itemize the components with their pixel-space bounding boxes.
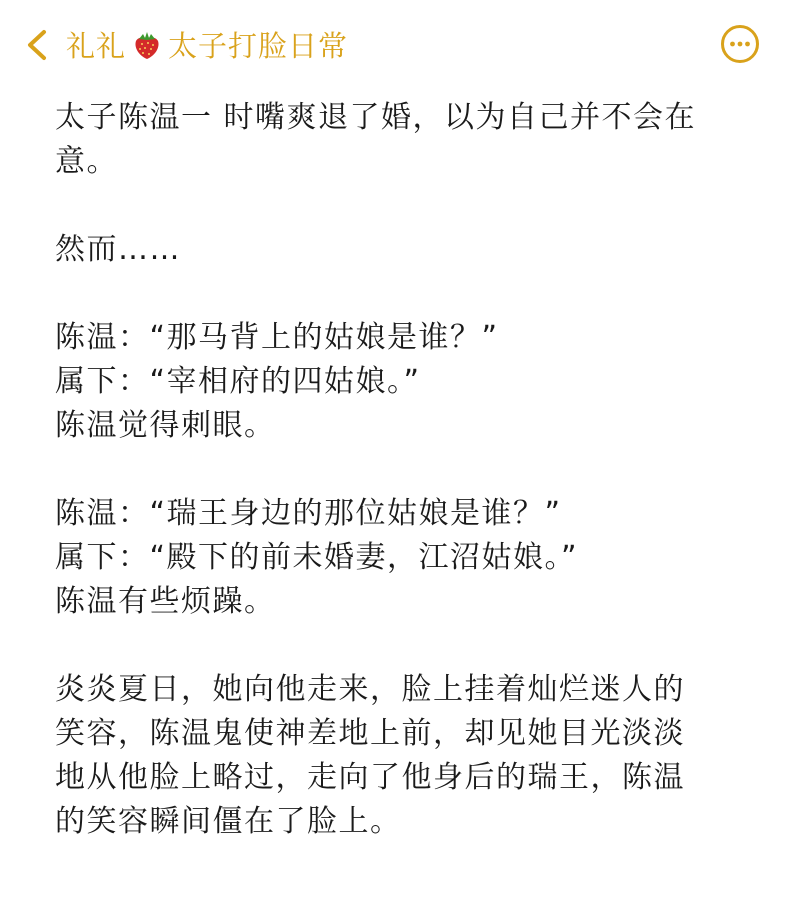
more-button[interactable]: [720, 24, 760, 64]
back-button[interactable]: [22, 28, 52, 62]
top-bar: [0, 0, 800, 90]
more-horizontal-icon: [720, 24, 760, 64]
text-line: 陈温觉得刺眼。: [55, 408, 276, 443]
paragraph: [55, 668, 745, 844]
text-line: 属下：“宰相府的四姑娘。”: [55, 364, 421, 399]
text-line: 陈温：“瑞王身边的那位姑娘是谁？”: [55, 496, 562, 531]
strawberry-icon: [130, 28, 164, 62]
text-line: 炎炎夏日，她向他走来，脸上挂着灿烂迷人的: [55, 672, 685, 707]
text-line: 然而……: [55, 232, 181, 267]
text-line: 太子陈温一 时嘴爽退了婚，以为自己并不会在: [55, 100, 697, 135]
title-author: 礼礼: [66, 29, 127, 63]
text-line: 陈温：“那马背上的姑娘是谁？”: [55, 320, 499, 355]
paragraph: [55, 96, 745, 184]
text-line: 意。: [55, 144, 118, 179]
text-line: 陈温有些烦躁。: [55, 584, 276, 619]
text-line: 地从他脸上略过，走向了他身后的瑞王，陈温: [55, 760, 685, 795]
note-body: [55, 96, 745, 888]
text-line: 的笑容瞬间僵在了脸上。: [55, 804, 402, 839]
title-text: 太子打脸日常: [168, 29, 349, 63]
paragraph: [55, 492, 745, 624]
paragraph: [55, 316, 745, 448]
paragraph: [55, 228, 745, 272]
text-line: 笑容，陈温鬼使神差地上前，却见她目光淡淡: [55, 716, 685, 751]
chevron-left-icon: [22, 28, 52, 62]
text-line: 属下：“殿下的前未婚妻，江沼姑娘。”: [55, 540, 579, 575]
page-title: [66, 24, 348, 65]
